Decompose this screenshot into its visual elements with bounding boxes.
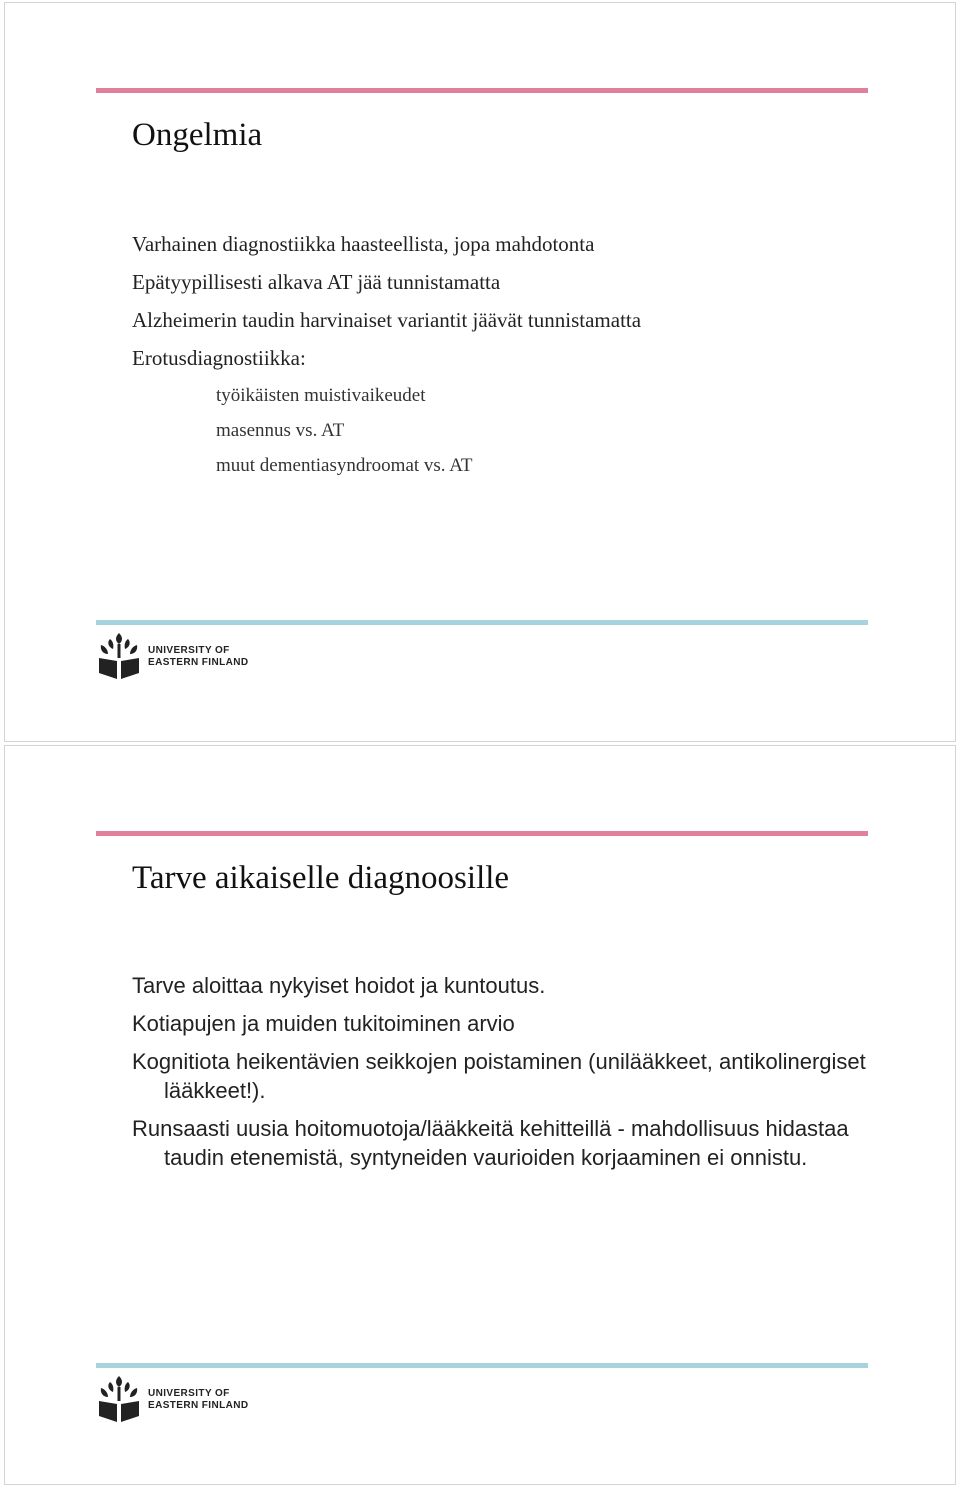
slide-1 <box>4 2 956 742</box>
slide-2 <box>4 745 956 1485</box>
list-item: Kotiapujen ja muiden tukitoiminen arvio <box>132 1011 515 1036</box>
logo-wordmark: UNIVERSITY OF EASTERN FINLAND <box>148 1388 249 1411</box>
bullet-list <box>132 231 892 488</box>
top-accent-rule <box>96 88 868 93</box>
slide-title: Tarve aikaiselle diagnoosille <box>132 860 510 896</box>
logo-wordmark: UNIVERSITY OF EASTERN FINLAND <box>148 645 249 668</box>
bottom-accent-rule <box>96 620 868 625</box>
list-item: Alzheimerin taudin harvinaiset variantit jäävät tunnistamatta <box>132 308 642 332</box>
list-item: Erotusdiagnostiikka: <box>132 346 306 370</box>
university-tree-book-icon <box>97 1374 141 1424</box>
list-item: Kognitiota heikentävien seikkojen poistaminen (unilääkkeet, antikolinergiset lääkkeet!). <box>132 1049 866 1103</box>
sub-list-item: työikäisten muistivaikeudet <box>216 385 426 406</box>
sub-list-item: masennus vs. AT <box>216 420 345 441</box>
list-item: Epätyypillisesti alkava AT jää tunnistamatta <box>132 270 501 294</box>
slide-title: Ongelmia <box>132 117 263 153</box>
university-logo <box>97 631 277 681</box>
top-accent-rule <box>96 831 868 836</box>
university-tree-book-icon <box>97 631 141 681</box>
sub-list-item: muut dementiasyndroomat vs. AT <box>216 455 473 476</box>
bottom-accent-rule <box>96 1363 868 1368</box>
list-item: Runsaasti uusia hoitomuotoja/lääkkeitä kehitteillä - mahdollisuus hidastaa taudin etenemistä, syntyneiden vaurioiden korjaaminen ei onnistu. <box>132 1116 849 1170</box>
list-item: Varhainen diagnostiikka haasteellista, jopa mahdotonta <box>132 232 595 256</box>
list-item: Tarve aloittaa nykyiset hoidot ja kuntoutus. <box>132 973 546 998</box>
university-logo <box>97 1374 277 1424</box>
bullet-list <box>132 971 892 1181</box>
